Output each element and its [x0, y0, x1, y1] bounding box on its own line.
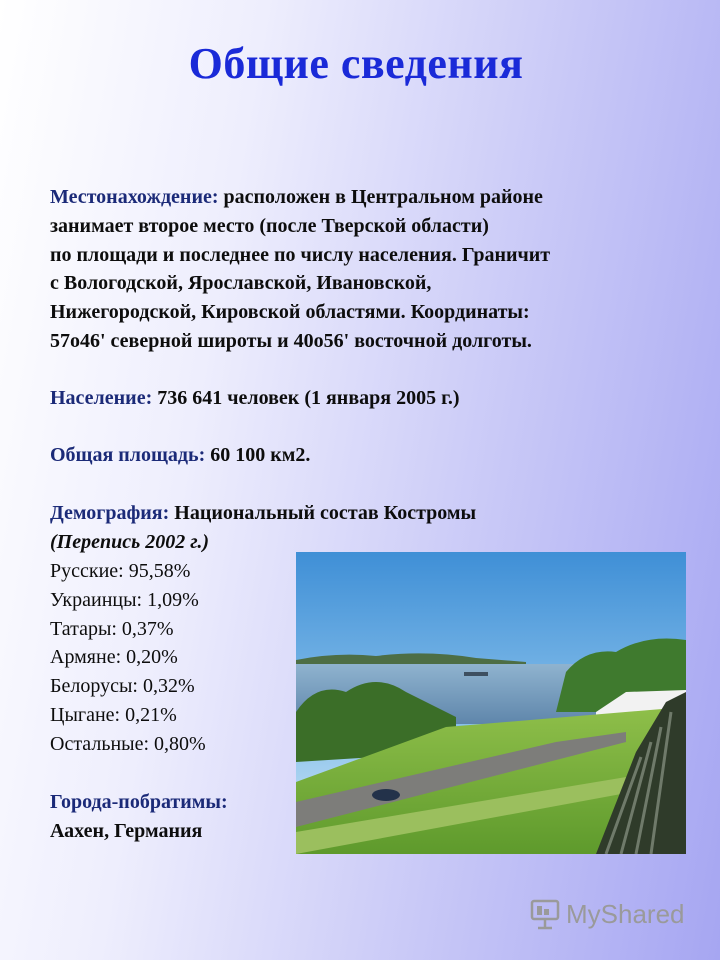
- population-value: 736 641 человек (1 января 2005 г.): [152, 387, 460, 409]
- watermark-text: MyShared: [566, 898, 685, 929]
- location-text-line6: 57о46' северной широты и 40о56' восточной долготы.: [50, 329, 532, 352]
- demography-section: [50, 499, 690, 557]
- census-note: (Перепись 2002 г.): [50, 530, 210, 553]
- barge: [464, 672, 488, 676]
- list-item: Цыгане: 0,21%: [50, 703, 177, 726]
- location-text-line4: с Вологодской, Ярославской, Ивановской,: [50, 272, 432, 295]
- area-section: [50, 441, 690, 470]
- list-item: Армяне: 0,20%: [50, 646, 178, 669]
- demography-label: Демография:: [50, 502, 170, 524]
- area-label: Общая площадь:: [50, 444, 206, 466]
- location-text-line1: расположен в Центральном районе: [218, 186, 543, 208]
- car: [372, 789, 400, 801]
- list-item: Татары: 0,37%: [50, 617, 174, 640]
- population-section: [50, 384, 690, 413]
- demography-value: Национальный состав Костромы: [169, 502, 477, 524]
- location-text-line5: Нижегородской, Кировской областями. Координаты:: [50, 301, 530, 324]
- page-title: Общие сведения: [188, 39, 524, 88]
- list-item: Украинцы: 1,09%: [50, 588, 199, 611]
- twin-cities-label: Города-побратимы:: [50, 791, 228, 813]
- location-section: [50, 183, 690, 356]
- population-label: Население:: [50, 387, 153, 409]
- location-text-line3: по площади и последнее по числу населения. Граничит: [50, 243, 551, 266]
- presentation-board-icon: [528, 897, 562, 931]
- location-label: Местонахождение:: [50, 186, 219, 208]
- location-text-line2: занимает второе место (после Тверской области): [50, 214, 489, 237]
- river-embankment-photo: [296, 552, 686, 854]
- list-item: Русские: 95,58%: [50, 560, 191, 582]
- list-item: Остальные: 0,80%: [50, 732, 206, 755]
- watermark: [528, 896, 685, 932]
- area-value: 60 100 км2.: [205, 444, 311, 466]
- list-item: Белорусы: 0,32%: [50, 675, 195, 698]
- ethnic-composition-list: [50, 557, 206, 759]
- twin-cities-value: Аахен, Германия: [50, 819, 203, 842]
